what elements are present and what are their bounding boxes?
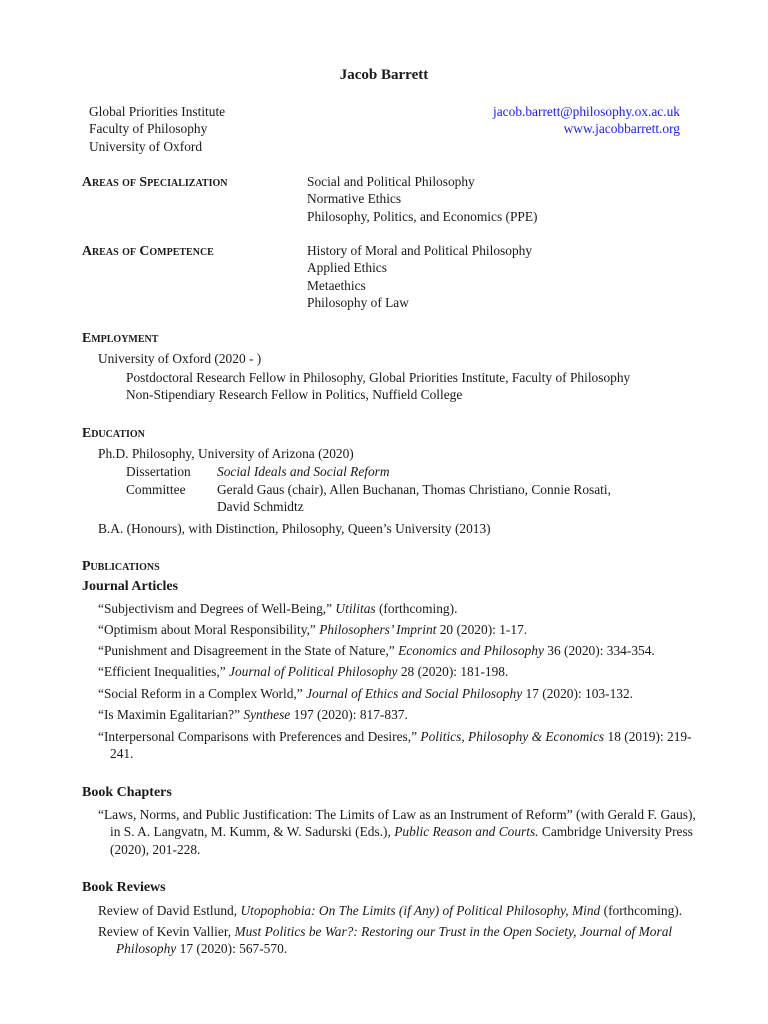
journal-article: “Subjectivism and Degrees of Well-Being,” Utilitas (forthcoming). [98,601,458,616]
book-chapters-heading: Book Chapters [82,785,172,800]
address-line: University of Oxford [89,138,203,154]
list-item: Applied Ethics [307,260,387,276]
education-phd: Ph.D. Philosophy, University of Arizona (2020) [98,446,354,461]
contact-block [493,103,680,138]
publications-heading: Publications [82,558,160,573]
committee-members: Gerald Gaus (chair), Allen Buchanan, Thomas Christiano, Connie Rosati, David Schmidtz [217,482,611,515]
dissertation-label: Dissertation [126,464,191,479]
list-item: History of Moral and Political Philosophy [307,243,533,258]
address-line: Faculty of Philosophy [89,121,208,137]
list-item: Philosophy of Law [307,295,409,311]
competence-label: Areas of Competence [82,243,214,258]
cv-name: Jacob Barrett [339,67,429,83]
employment-heading: Employment [82,330,159,345]
employment-position: Postdoctoral Research Fellow in Philosophy, Global Priorities Institute, Faculty of Philosophy [126,370,631,385]
list-item: Metaethics [307,277,366,293]
journal-article: “Efficient Inequalities,” Journal of Political Philosophy 28 (2020): 181-198. [98,664,509,679]
journal-articles-heading: Journal Articles [82,579,179,594]
education-heading: Education [82,425,145,440]
book-review: Review of David Estlund, Utopophobia: On The Limits (if Any) of Political Philosophy, Mind (forthcoming). [98,903,683,918]
journal-article: “Social Reform in a Complex World,” Journal of Ethics and Social Philosophy 17 (2020): 103-132. [98,686,634,701]
committee-label: Committee [126,482,186,497]
specialization-list [307,173,538,225]
employment-position: Non-Stipendiary Research Fellow in Politics, Nuffield College [126,387,463,402]
journal-article: “Punishment and Disagreement in the State of Nature,” Economics and Philosophy 36 (2020): 334-354. [98,643,655,658]
competence-list [307,242,532,312]
book-review: Review of Kevin Vallier, Must Politics be War?: Restoring our Trust in the Open Society, Journal of Moral Philosophy 17 (2020): 567-570. [98,924,673,957]
education-ba: B.A. (Honours), with Distinction, Philosophy, Queen’s University (2013) [98,521,491,536]
employment-institution: University of Oxford (2020 - ) [98,351,262,366]
address-line: Global Priorities Institute [89,104,226,119]
list-item: Normative Ethics [307,191,402,207]
journal-article: “Optimism about Moral Responsibility,” Philosophers’ Imprint 20 (2020): 1-17. [98,622,528,637]
book-reviews-heading: Book Reviews [82,880,166,895]
specialization-label: Areas of Specialization [82,174,228,189]
book-chapter: “Laws, Norms, and Public Justification: The Limits of Law as an Instrument of Reform” (with Gerald F. Gaus), in S. A. Langvatn, M. Kumm, & W. Sadurski (Eds.), Public Reason and Courts. Cambridge University Press (2020), 201-228. [98,807,696,857]
email-link[interactable]: jacob.barrett@philosophy.ox.ac.uk [493,104,680,119]
journal-article: “Interpersonal Comparisons with Preferences and Desires,” Politics, Philosophy & Economics 18 (2019): 219-241. [98,729,692,762]
dissertation-title: Social Ideals and Social Reform [217,464,390,479]
list-item: Social and Political Philosophy [307,174,475,189]
address-block [89,103,225,155]
list-item: Philosophy, Politics, and Economics (PPE) [307,208,538,224]
website-link[interactable]: www.jacobbarrett.org [563,121,680,137]
journal-article: “Is Maximin Egalitarian?” Synthese 197 (2020): 817-837. [98,707,408,722]
